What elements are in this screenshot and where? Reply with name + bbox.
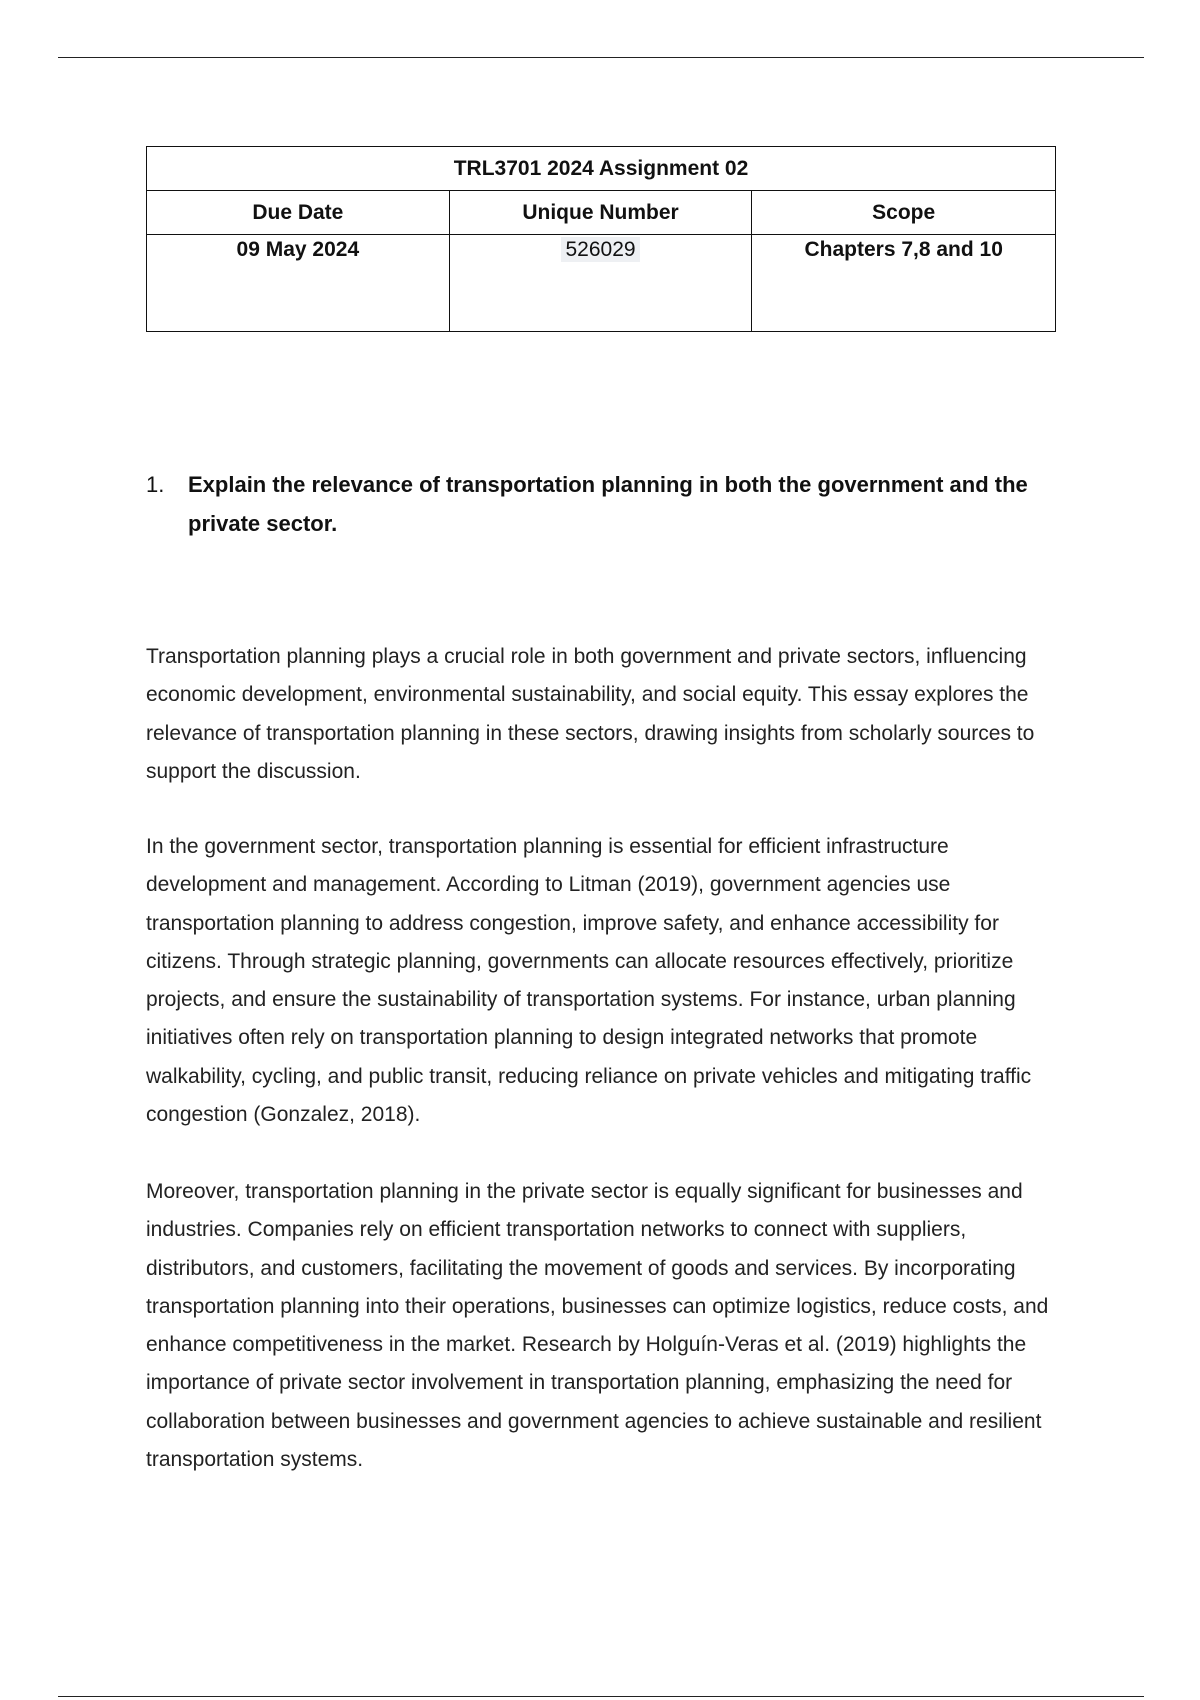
question-1 [146, 465, 1056, 543]
assignment-title: TRL3701 2024 Assignment 02 [147, 147, 1056, 191]
due-date-value: 09 May 2024 [147, 235, 450, 332]
unique-number-header: Unique Number [449, 191, 752, 235]
scope-header: Scope [752, 191, 1056, 235]
table-value-row [147, 235, 1056, 332]
header-rule [58, 57, 1144, 58]
scope-value: Chapters 7,8 and 10 [752, 235, 1056, 332]
paragraph-intro: Transportation planning plays a crucial role in both government and private sectors, influencing economic development, environmental sustainability, and social equity. This essay explores the relevance of transportation planning in these sectors, drawing insights from scholarly sources to support the discussion. [146, 645, 1035, 783]
paragraph-government-sector: In the government sector, transportation planning is essential for efficient infrastructure development and management. According to Litman (2019), government agencies use transportation planning to address congestion, improve safety, and enhance accessibility for citizens. Through strategic planning, governments can allocate resources effectively, prioritize projects, and ensure the sustainability of transportation systems. For instance, urban planning initiatives often rely on transportation planning to design integrated networks that promote walkability, cycling, and public transit, reducing reliance on private vehicles and mitigating traffic congestion (Gonzalez, 2018). [146, 835, 1032, 1127]
due-date-header: Due Date [147, 191, 450, 235]
footer-rule [58, 1696, 1144, 1697]
unique-number-value: 526029 [561, 237, 639, 262]
unique-number-cell [449, 235, 752, 332]
assignment-info-table [146, 146, 1056, 332]
paragraph-private-sector: Moreover, transportation planning in the private sector is equally significant for businesses and industries. Companies rely on efficient transportation networks to connect with suppliers, distributors, and customers, facilitating the movement of goods and services. By incorporating transportation planning into their operations, businesses can optimize logistics, reduce costs, and enhance competitiveness in the market. Research by Holguín-Veras et al. (2019) highlights the importance of private sector involvement in transportation planning, emphasizing the need for collaboration between businesses and government agencies to achieve sustainable and resilient transportation systems. [146, 1180, 1049, 1472]
question-number: 1. [146, 472, 165, 497]
table-header-row [147, 191, 1056, 235]
question-text: Explain the relevance of transportation planning in both the government and the private sector. [188, 472, 1028, 536]
table-title-row [147, 147, 1056, 191]
